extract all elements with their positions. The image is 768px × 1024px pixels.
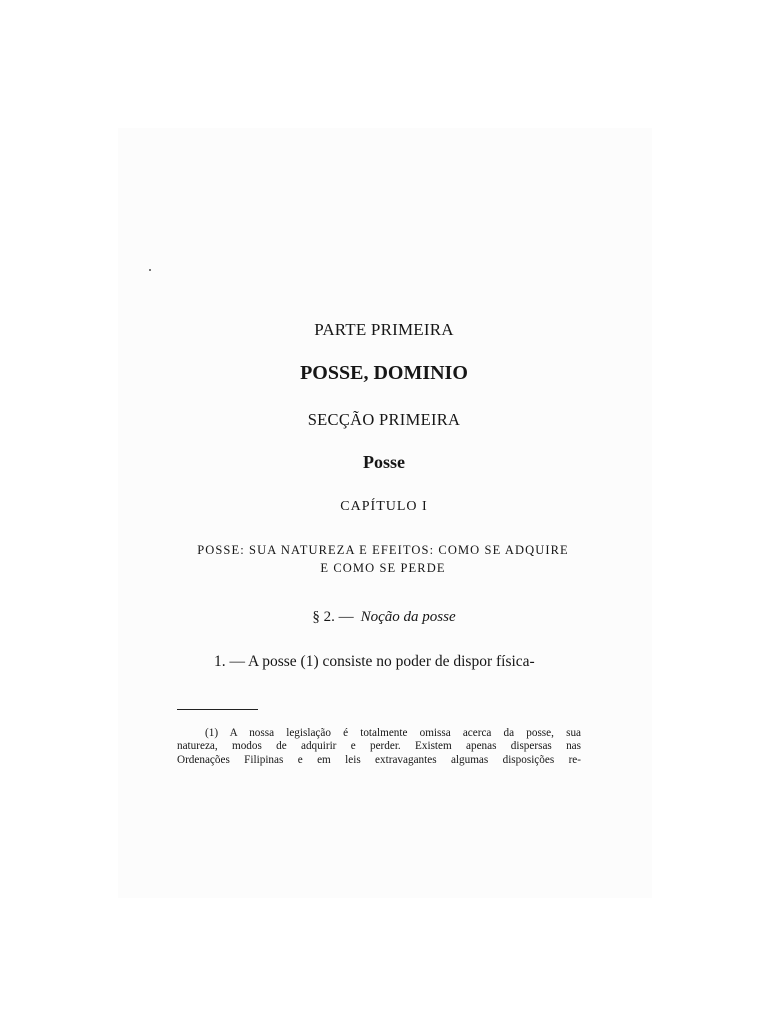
footnote-line: Ordenações Filipinas e em leis extravagantes algumas disposições re- <box>177 753 581 766</box>
footnote-divider <box>177 709 258 710</box>
part-title: POSSE, DOMINIO <box>300 362 468 384</box>
section-label: SECÇÃO PRIMEIRA <box>307 410 461 429</box>
chapter-title-line: E COMO SE PERDE <box>320 561 446 575</box>
paragraph-title: Noção da posse <box>360 609 456 625</box>
scan-speck <box>149 269 151 271</box>
paragraph-number: § 2. — <box>312 609 354 625</box>
body-text: 1. — A posse (1) consiste no poder de dispor física- <box>214 653 535 670</box>
chapter-title <box>0 541 766 577</box>
section-title: Posse <box>363 452 405 472</box>
footnote <box>177 727 581 767</box>
chapter-title-line: POSSE: SUA NATUREZA E EFEITOS: COMO SE ADQUIRE <box>197 543 569 557</box>
paragraph-heading <box>0 609 768 626</box>
chapter-label: CAPÍTULO I <box>340 499 428 514</box>
footnote-line: natureza, modos de adquirir e perder. Existem apenas dispersas nas <box>177 740 581 753</box>
part-label: PARTE PRIMEIRA <box>314 320 454 339</box>
footnote-line: (1) A nossa legislação é totalmente omissa acerca da posse, sua <box>205 727 581 739</box>
